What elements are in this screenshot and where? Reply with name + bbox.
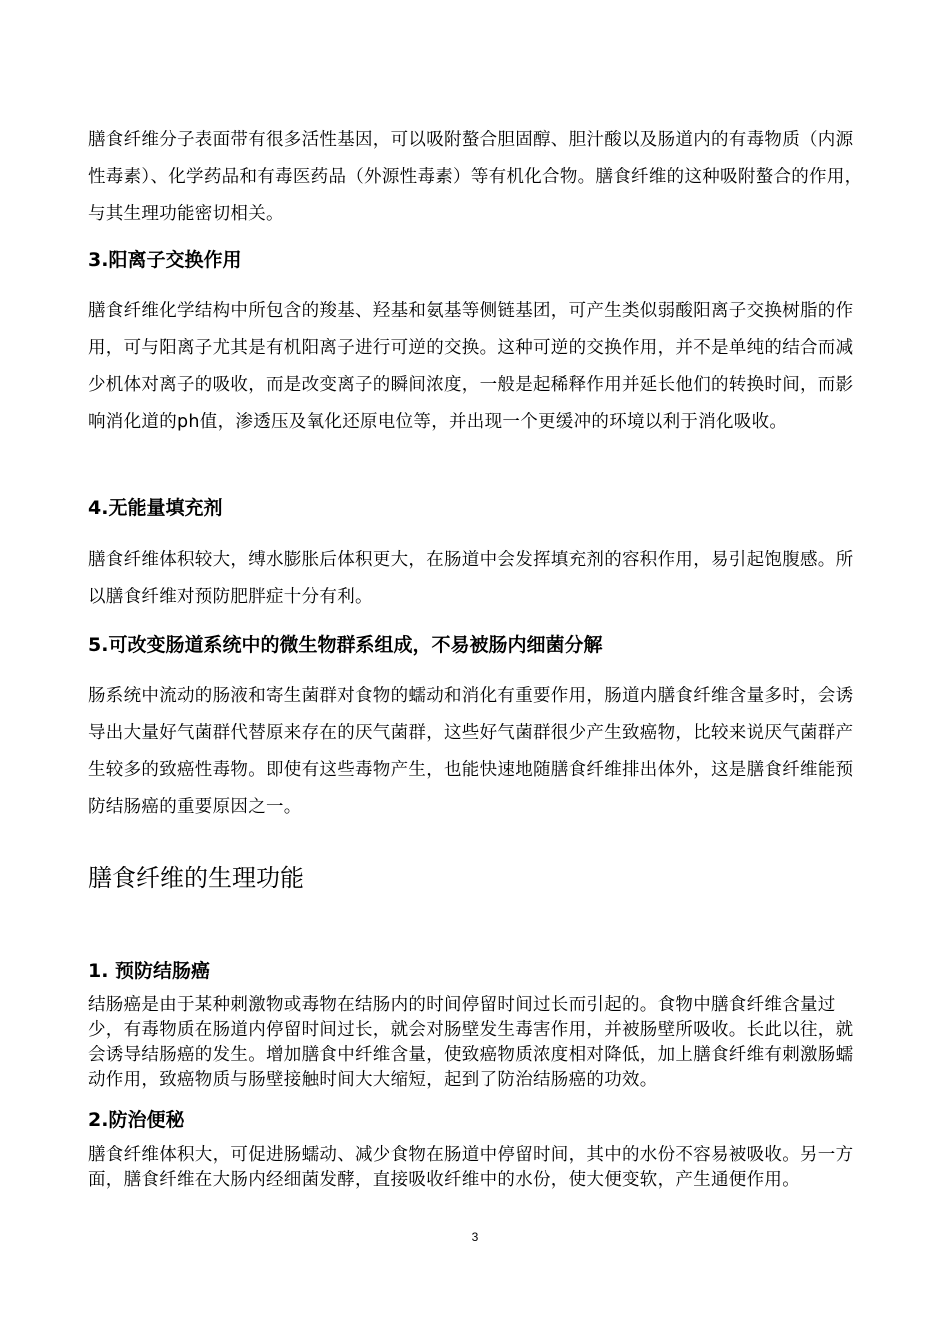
microbial-flora-paragraph: 肠系统中流动的肠液和寄生菌群对食物的蠕动和消化有重要作用，肠道内膳食纤维含量多时，会诱导出大量好气菌群代替原来存在的厌气菌群，这些好气菌群很少产生致癌物，比较来说厌气菌群产生较多的致癌性毒物。即使有这些毒物产生，也能快速地随膳食纤维排出体外，这是膳食纤维能预防结肠癌的重要原因之一。 [88,686,854,817]
no-energy-filler-paragraph: 膳食纤维体积较大，缚水膨胀后体积更大，在肠道中会发挥填充剂的容积作用，易引起饱腹感。所以膳食纤维对预防肥胖症十分有利。 [88,550,854,607]
intro-paragraph: 膳食纤维分子表面带有很多活性基因，可以吸附螯合胆固醇、胆汁酸以及肠道内的有毒物质（内源性毒素）、化学药品和有毒医药品（外源性毒素）等有机化合物。膳食纤维的这种吸附螯合的作用，与其生理功能密切相关。 [88,130,863,224]
page-number: 3 [471,1230,479,1244]
prevent-constipation-paragraph: 膳食纤维体积大，可促进肠蠕动、减少食物在肠道中停留时间，其中的水份不容易被吸收。另一方面，膳食纤维在大肠内经细菌发酵，直接吸收纤维中的水份，使大便变软，产生通便作用。 [88,1145,854,1190]
heading-cation-exchange: 3.阳离子交换作用 [88,249,242,271]
heading-microbial-flora: 5.可改变肠道系统中的微生物群系组成，不易被肠内细菌分解 [88,634,603,656]
heading-no-energy-filler: 4.无能量填充剂 [88,497,223,519]
heading-prevent-constipation: 2.防治便秘 [88,1109,185,1131]
heading-prevent-colon-cancer: 1. 预防结肠癌 [88,960,211,982]
cation-exchange-paragraph: 膳食纤维化学结构中所包含的羧基、羟基和氨基等侧链基团，可产生类似弱酸阳离子交换树脂的作用，可与阳离子尤其是有机阳离子进行可逆的交换。这种可逆的交换作用，并不是单纯的结合而减少机体对离子的吸收，而是改变离子的瞬间浓度，一般是起稀释作用并延长他们的转换时间，而影响消化道的ph值，渗透压及氧化还原电位等，并出现一个更缓冲的环境以利于消化吸收。 [88,301,854,432]
prevent-colon-cancer-paragraph: 结肠癌是由于某种刺激物或毒物在结肠内的时间停留时间过长而引起的。食物中膳食纤维含量过少，有毒物质在肠道内停留时间过长，就会对肠壁发生毒害作用，并被肠壁所吸收。长此以往，就会诱导结肠癌的发生。增加膳食中纤维含量，使致癌物质浓度相对降低，加上膳食纤维有刺激肠蠕动作用，致癌物质与肠壁接触时间大大缩短，起到了防治结肠癌的功效。 [88,995,854,1090]
section-title: 膳食纤维的生理功能 [88,864,304,892]
